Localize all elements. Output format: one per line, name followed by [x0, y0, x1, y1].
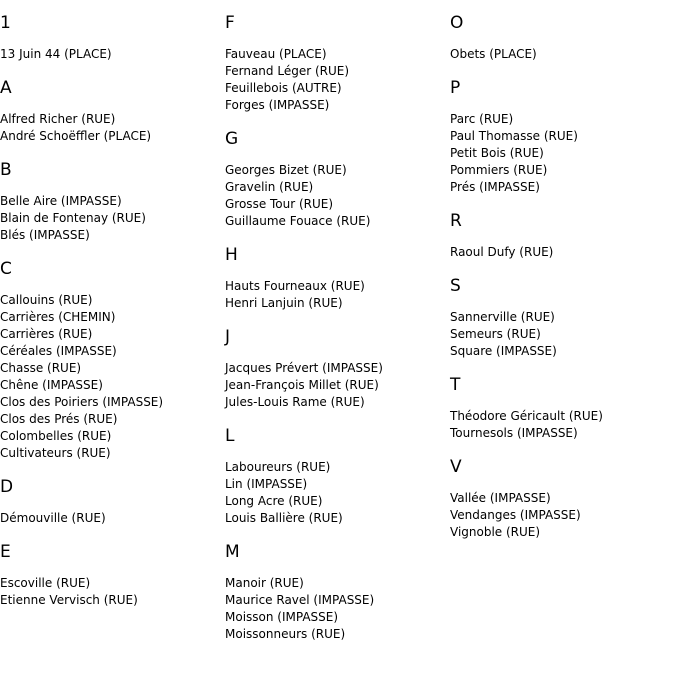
- street-list: [225, 360, 450, 411]
- street-link[interactable]: Tournesols (IMPASSE): [450, 426, 578, 440]
- street-link[interactable]: Petit Bois (RUE): [450, 146, 544, 160]
- letter-section: [450, 374, 675, 442]
- street-link[interactable]: Moissonneurs (RUE): [225, 627, 346, 641]
- letter-section: [0, 12, 225, 63]
- street-link[interactable]: Alfred Richer (RUE): [0, 112, 116, 126]
- street-list: [450, 490, 675, 541]
- section-letter-heading: F: [225, 13, 235, 33]
- letter-section: [0, 77, 225, 145]
- street-list: [0, 575, 225, 609]
- section-letter-heading: V: [450, 457, 462, 477]
- street-link[interactable]: Louis Ballière (RUE): [225, 511, 343, 525]
- letter-section: [225, 12, 450, 114]
- street-link[interactable]: Jules-Louis Rame (RUE): [225, 395, 365, 409]
- index-column: [0, 12, 225, 623]
- street-link[interactable]: Henri Lanjuin (RUE): [225, 296, 343, 310]
- street-link[interactable]: Chêne (IMPASSE): [0, 378, 103, 392]
- street-link[interactable]: Jacques Prévert (IMPASSE): [225, 361, 383, 375]
- street-link[interactable]: Manoir (RUE): [225, 576, 304, 590]
- street-link[interactable]: Blés (IMPASSE): [0, 228, 90, 242]
- street-link[interactable]: Chasse (RUE): [0, 361, 82, 375]
- street-list: [0, 292, 225, 462]
- street-link[interactable]: Long Acre (RUE): [225, 494, 323, 508]
- street-list: [0, 111, 225, 145]
- street-link[interactable]: Vendanges (IMPASSE): [450, 508, 581, 522]
- street-list: [225, 46, 450, 114]
- letter-section: [450, 210, 675, 261]
- section-letter-heading: P: [450, 78, 461, 98]
- street-list: [225, 278, 450, 312]
- street-link[interactable]: Vignoble (RUE): [450, 525, 541, 539]
- section-letter-heading: G: [225, 129, 239, 149]
- street-link[interactable]: Gravelin (RUE): [225, 180, 314, 194]
- section-letter-heading: S: [450, 276, 461, 296]
- street-list: [0, 46, 225, 63]
- letter-section: [225, 541, 450, 643]
- street-link[interactable]: Fauveau (PLACE): [225, 47, 327, 61]
- section-letter-heading: M: [225, 542, 240, 562]
- letter-section: [0, 258, 225, 462]
- letter-section: [225, 244, 450, 312]
- section-letter-heading: R: [450, 211, 462, 231]
- street-link[interactable]: Sannerville (RUE): [450, 310, 555, 324]
- letter-section: [0, 541, 225, 609]
- street-link[interactable]: Théodore Géricault (RUE): [450, 409, 603, 423]
- section-letter-heading: 1: [0, 13, 11, 33]
- street-link[interactable]: Démouville (RUE): [0, 511, 106, 525]
- section-letter-heading: C: [0, 259, 12, 279]
- street-list: [450, 111, 675, 196]
- street-link[interactable]: Escoville (RUE): [0, 576, 91, 590]
- street-link[interactable]: Fernand Léger (RUE): [225, 64, 350, 78]
- street-list: [225, 575, 450, 643]
- section-letter-heading: O: [450, 13, 464, 33]
- street-link[interactable]: Carrières (RUE): [0, 327, 93, 341]
- street-link[interactable]: Clos des Prés (RUE): [0, 412, 118, 426]
- street-list: [225, 459, 450, 527]
- section-letter-heading: H: [225, 245, 238, 265]
- street-link[interactable]: Square (IMPASSE): [450, 344, 557, 358]
- letter-section: [450, 77, 675, 196]
- street-link[interactable]: Blain de Fontenay (RUE): [0, 211, 146, 225]
- street-link[interactable]: Lin (IMPASSE): [225, 477, 308, 491]
- street-list: [450, 244, 675, 261]
- street-link[interactable]: Vallée (IMPASSE): [450, 491, 551, 505]
- street-link[interactable]: Forges (IMPASSE): [225, 98, 330, 112]
- street-link[interactable]: Carrières (CHEMIN): [0, 310, 116, 324]
- street-link[interactable]: Pommiers (RUE): [450, 163, 548, 177]
- street-link[interactable]: Obets (PLACE): [450, 47, 537, 61]
- street-link[interactable]: Prés (IMPASSE): [450, 180, 540, 194]
- section-letter-heading: L: [225, 426, 235, 446]
- street-list: [450, 46, 675, 63]
- street-list: [450, 408, 675, 442]
- street-link[interactable]: Feuillebois (AUTRE): [225, 81, 342, 95]
- street-link[interactable]: Céréales (IMPASSE): [0, 344, 117, 358]
- section-letter-heading: B: [0, 160, 12, 180]
- street-link[interactable]: Hauts Fourneaux (RUE): [225, 279, 365, 293]
- street-link[interactable]: Paul Thomasse (RUE): [450, 129, 578, 143]
- letter-section: [450, 456, 675, 541]
- street-link[interactable]: Callouins (RUE): [0, 293, 93, 307]
- index-column: [225, 12, 450, 657]
- section-letter-heading: J: [225, 327, 231, 347]
- street-link[interactable]: Grosse Tour (RUE): [225, 197, 334, 211]
- street-link[interactable]: Guillaume Fouace (RUE): [225, 214, 371, 228]
- street-list: [0, 510, 225, 527]
- street-link[interactable]: André Schoëffler (PLACE): [0, 129, 152, 143]
- index-column: [450, 12, 675, 555]
- street-list: [225, 162, 450, 230]
- street-link[interactable]: Georges Bizet (RUE): [225, 163, 347, 177]
- street-link[interactable]: Jean-François Millet (RUE): [225, 378, 379, 392]
- section-letter-heading: T: [450, 375, 461, 395]
- letter-section: [0, 159, 225, 244]
- letter-section: [225, 326, 450, 411]
- letter-section: [450, 275, 675, 360]
- letter-section: [225, 128, 450, 230]
- street-link[interactable]: Etienne Vervisch (RUE): [0, 593, 138, 607]
- street-link[interactable]: Raoul Dufy (RUE): [450, 245, 554, 259]
- street-link[interactable]: 13 Juin 44 (PLACE): [0, 47, 112, 61]
- street-link[interactable]: Semeurs (RUE): [450, 327, 541, 341]
- letter-section: [450, 12, 675, 63]
- street-link[interactable]: Parc (RUE): [450, 112, 514, 126]
- street-link[interactable]: Cultivateurs (RUE): [0, 446, 111, 460]
- street-link[interactable]: Colombelles (RUE): [0, 429, 112, 443]
- street-link[interactable]: Clos des Poiriers (IMPASSE): [0, 395, 164, 409]
- letter-section: [0, 476, 225, 527]
- section-letter-heading: E: [0, 542, 11, 562]
- street-link[interactable]: Laboureurs (RUE): [225, 460, 331, 474]
- street-link[interactable]: Moisson (IMPASSE): [225, 610, 339, 624]
- street-link[interactable]: Belle Aire (IMPASSE): [0, 194, 122, 208]
- street-list: [450, 309, 675, 360]
- street-list: [0, 193, 225, 244]
- street-link[interactable]: Maurice Ravel (IMPASSE): [225, 593, 375, 607]
- letter-section: [225, 425, 450, 527]
- section-letter-heading: D: [0, 477, 14, 497]
- section-letter-heading: A: [0, 78, 12, 98]
